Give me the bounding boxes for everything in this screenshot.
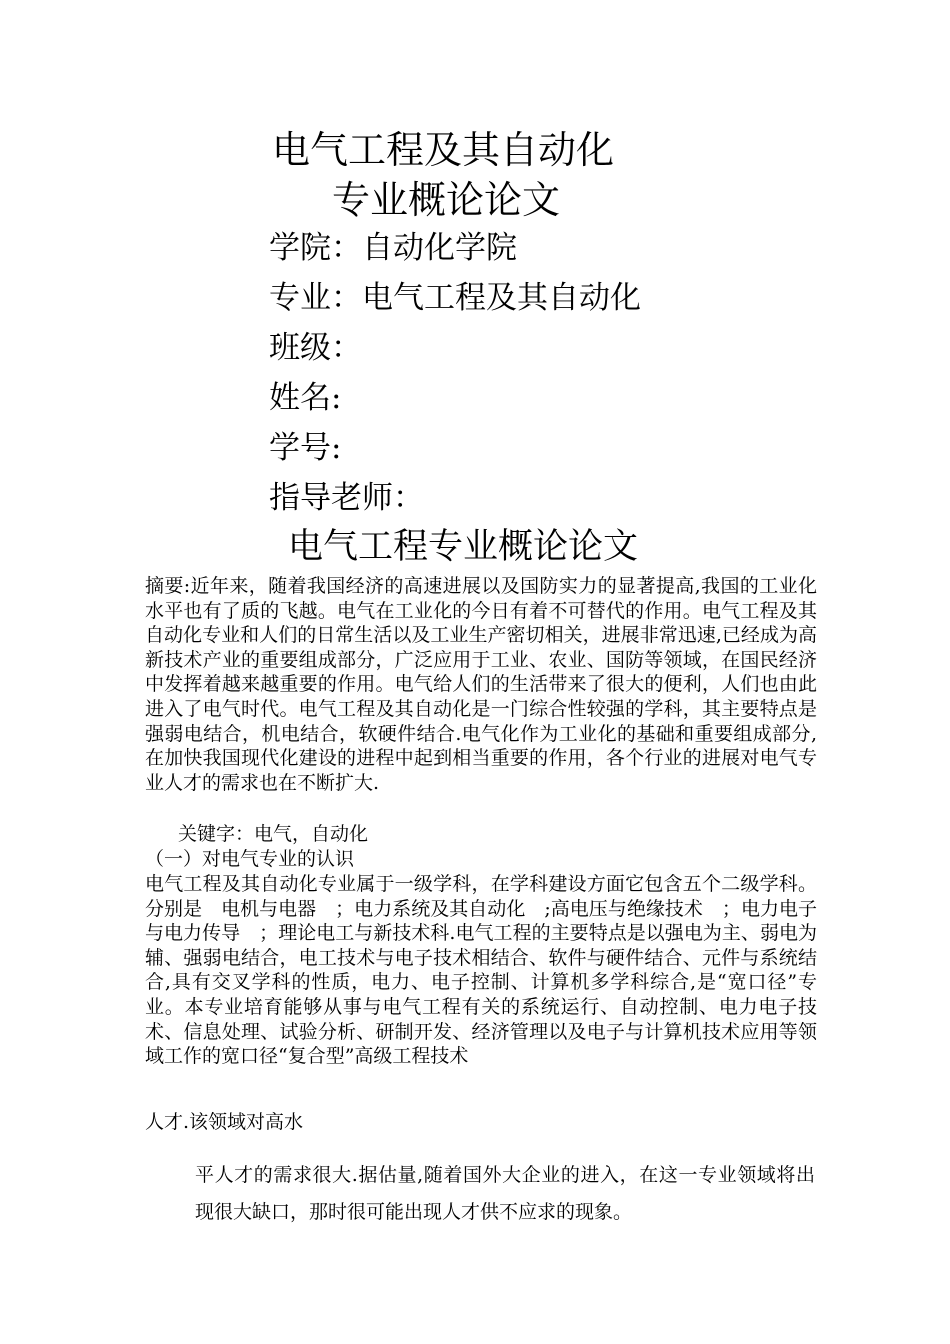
section-paragraph: 电气工程及其自动化专业属于一级学科，在学科建设方面它包含五个二级学科。分别是 电机与电器 ；电力系统及其自动化 ;高电压与绝缘技术 ；电力电子与电力传导 ；理论电工与新技术科.电气工程的主要特点是以强电为主、弱电为辅、强弱电结合，电工技术与电子技术相结合、软件与硬件结合、元件与系统结合,具有交叉学科的性质，电力、电子控制、计算机多学科综合,是“宽口径”专业。本专业培育能够从事与电气工程有关的系统运行、自动控制、电力电子技术、信息处理、试验分析、研制开发、经济管理以及电子与计算机技术应用等领域工作的宽口径“复合型”高级工程技术 xyxy=(145,873,817,1068)
class-field: 班级： xyxy=(269,330,362,366)
section-heading: （一）对电气专业的认识 xyxy=(145,848,355,870)
name-field: 姓名: xyxy=(269,380,342,416)
advisor-field: 指导老师： xyxy=(269,480,424,516)
student-id-field: 学号: xyxy=(269,430,342,466)
keywords-line: 关键字：电气，自动化 xyxy=(178,823,369,845)
cover-title-line2: 专业概论论文 xyxy=(332,178,561,222)
cover-title-line1: 电气工程及其自动化 xyxy=(272,128,615,172)
abstract-paragraph: 摘要:近年来，随着我国经济的高速进展以及国防实力的显著提高,我国的工业化水平也有了质的飞越。电气在工业化的今日有着不可替代的作用。电气工程及其自动化专业和人们的日常生活以及工业生产密切相关，进展非常迅速,已经成为高新技术产业的重要组成部分，广泛应用于工业、农业、国防等领域，在国民经济中发挥着越来越重要的作用。电气给人们的生活带来了很大的便利，人们也由此进入了电气时代。电气工程及其自动化是一门综合性较强的学科，其主要特点是强弱电结合，机电结合，软硬件结合.电气化作为工业化的基础和重要组成部分,在加快我国现代化建设的进程中起到相当重要的作用，各个行业的进展对电气专业人才的需求也在不断扩大. xyxy=(145,575,817,794)
college-field: 学院：自动化学院 xyxy=(269,230,517,266)
paper-title: 电气工程专业概论论文 xyxy=(288,527,639,567)
section-paragraph-continued: 平人才的需求很大.据估量,随着国外大企业的进入，在这一专业领域将出现很大缺口，那时很可能出现人才供不应求的现象。 xyxy=(195,1164,815,1223)
major-field: 专业：电气工程及其自动化 xyxy=(269,280,641,316)
section-paragraph-tail: 人才.该领域对高水 xyxy=(145,1111,304,1133)
